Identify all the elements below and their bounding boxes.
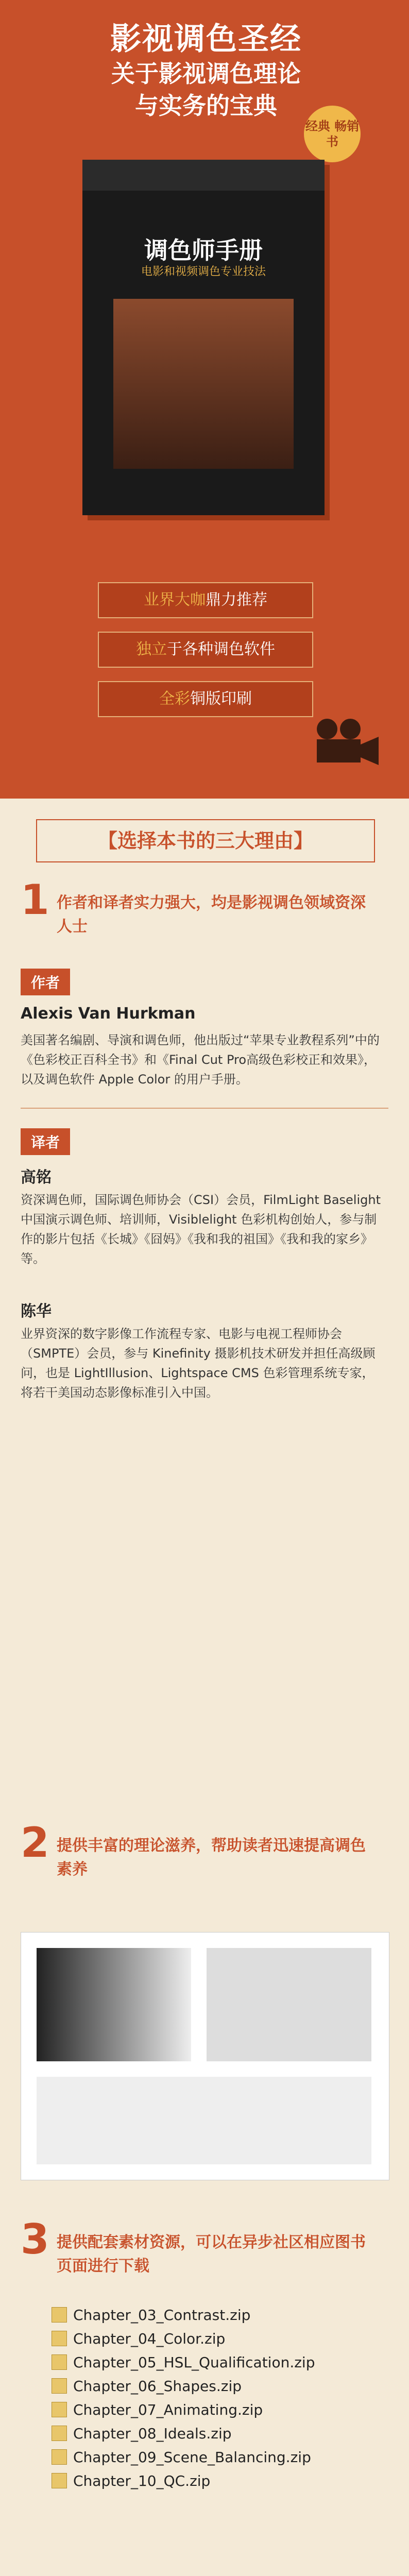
book-cover-title: 调色师手册 — [144, 236, 263, 264]
file-name: Chapter_10_QC.zip — [73, 2472, 211, 2489]
film-camera-icon — [309, 716, 381, 768]
cta-highlight: 业界大咖 — [144, 591, 206, 609]
author-bio: 美国著名编剧、导演和调色师，他出版过“苹果专业教程系列”中的《色彩校正百科全书》和《Final Cut Pro高级色彩校正和效果》，以及调色软件 Apple Color 的用户手册。 — [21, 1033, 380, 1087]
translator-2-bio: 业界资深的数字影像工作流程专家、电影与电视工程师协会（SMPTE）会员，参与 Kinefinity 摄影机技术研发并担任高级顾问，也是 LightIllusion、Lightspace CMS 色彩管理系统专家，将若干美国动态影像标准引入中国。 — [21, 1327, 376, 1400]
book-cover-photo — [113, 299, 294, 469]
file-name: Chapter_05_HSL_Qualification.zip — [73, 2353, 315, 2371]
author-tab: 作者 — [21, 969, 70, 995]
file-name: Chapter_08_Ideals.zip — [73, 2425, 232, 2442]
book-cover — [82, 160, 325, 515]
hero-subtitle-line1: 关于影视调色理论 — [111, 60, 301, 88]
file-name: Chapter_04_Color.zip — [73, 2330, 226, 2347]
cta-text: 铜版印刷 — [190, 690, 252, 708]
zip-file-icon — [52, 2426, 67, 2441]
cta-full-color — [98, 681, 313, 717]
bestseller-badge: 经典 畅销书 — [304, 106, 361, 162]
book-cover-stripe — [82, 160, 325, 191]
reason-text: 提供配套素材资源，可以在异步社区相应图书页面进行下载 — [57, 2233, 366, 2275]
cta-text: 于各种调色软件 — [167, 640, 275, 658]
sample-gradient-image — [37, 1948, 191, 2061]
translator-1-bio: 资深调色师，国际调色师协会（CSI）会员，FilmLight Baselight 中国演示调色师、培训师，Visiblelight 色彩机构创始人，参与制作的影片包括《长城》《囧妈》《我和我的祖国》《我和我的家乡》等。 — [21, 1193, 381, 1266]
zip-file-icon — [52, 2331, 67, 2346]
divider — [21, 1108, 388, 1109]
file-name: Chapter_07_Animating.zip — [73, 2401, 263, 2418]
reason-number: 3 — [21, 2215, 49, 2263]
zip-file-icon — [52, 2402, 67, 2417]
file-name: Chapter_03_Contrast.zip — [73, 2306, 251, 2324]
file-item[interactable] — [52, 2303, 340, 2327]
file-item[interactable] — [52, 2445, 340, 2469]
zip-file-icon — [52, 2307, 67, 2323]
cta-highlight: 独立 — [136, 640, 167, 658]
file-item[interactable] — [52, 2469, 340, 2493]
translator-tab: 译者 — [21, 1128, 70, 1155]
zip-file-icon — [52, 2473, 67, 2488]
file-name: Chapter_06_Shapes.zip — [73, 2377, 242, 2395]
reasons-section-heading: 【选择本书的三大理由】 — [36, 819, 375, 862]
reason-text: 提供丰富的理论滋养，帮助读者迅速提高调色素养 — [57, 1837, 366, 1878]
cta-highlight: 全彩 — [159, 690, 190, 708]
reason-number: 2 — [21, 1819, 49, 1867]
cta-text: 鼎力推荐 — [206, 591, 267, 609]
hero-subtitle — [62, 58, 350, 122]
book-cover-subtitle: 电影和视频调色专业技法 — [141, 265, 266, 278]
sample-text-block — [207, 1948, 371, 2061]
zip-file-icon — [52, 2354, 67, 2370]
file-item[interactable] — [52, 2398, 340, 2421]
sample-pages — [21, 1932, 389, 2180]
reason-text: 作者和译者实力强大，均是影视调色领域资深人士 — [57, 894, 366, 936]
reason-number: 1 — [21, 876, 49, 924]
author-name: Alexis Van Hurkman — [21, 1005, 196, 1023]
cta-endorsement — [98, 582, 313, 618]
file-item[interactable] — [52, 2327, 340, 2350]
translator-1-name: 高铭 — [21, 1168, 52, 1187]
zip-file-icon — [52, 2449, 67, 2465]
hero-subtitle-line2: 与实务的宝典 — [135, 92, 277, 120]
cta-software-independent — [98, 632, 313, 668]
file-name: Chapter_09_Scene_Balancing.zip — [73, 2448, 311, 2466]
file-item[interactable] — [52, 2374, 340, 2398]
sample-chart-block — [37, 2077, 371, 2164]
hero-title: 影视调色圣经 — [110, 21, 302, 57]
file-item[interactable] — [52, 2350, 340, 2374]
file-item[interactable] — [52, 2421, 340, 2445]
translator-2-name: 陈华 — [21, 1302, 52, 1320]
zip-file-icon — [52, 2378, 67, 2394]
resource-file-list — [52, 2303, 340, 2493]
